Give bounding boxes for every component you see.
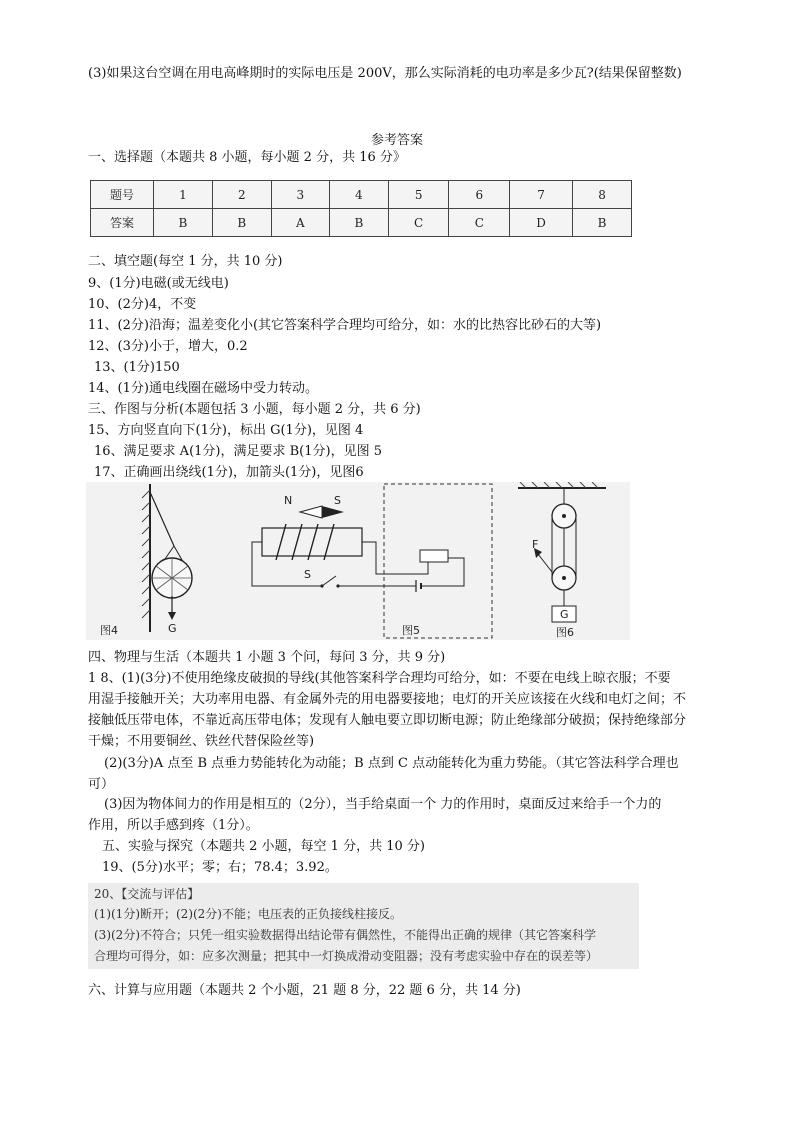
force-f-label: F	[532, 538, 539, 551]
section-6-heading: 六、计算与应用题（本题共 2 个小题，21 题 8 分，22 题 6 分，共 14 分)	[88, 983, 521, 998]
answer-item: 14、(1分)通电线圈在磁场中受力转动。	[88, 381, 318, 396]
compass-n-label: N	[284, 494, 293, 507]
table-cell: 8	[573, 181, 632, 209]
paragraph-line: 1 8、(1)(3分)不使用绝缘皮破损的导线(其他答案科学合理均可给分，如：不要在电线上晾衣服；不要	[88, 671, 671, 686]
table-cell: 答案	[91, 209, 154, 237]
weight-g-label: G	[560, 608, 569, 621]
table-cell: C	[449, 209, 510, 237]
scan-line: (1)(1分)断开；(2)(2分)不能；电压表的正负接线柱接反。	[94, 907, 402, 921]
scan-line: 合理均可得分，如：应多次测量；把其中一灯换成滑动变阻器；没有考虑实验中存在的误差等）	[94, 949, 599, 963]
table-cell: B	[329, 209, 388, 237]
paragraph-line: 可）	[88, 777, 115, 792]
figures-panel	[86, 482, 630, 640]
figures-svg	[86, 482, 630, 640]
answer-item: 9、(1分)电磁(或无线电)	[88, 276, 229, 291]
fig4-g-label: G	[168, 622, 177, 635]
table-cell: C	[388, 209, 449, 237]
table-cell: D	[510, 209, 573, 237]
scan-line: 20、【交流与评估】	[94, 887, 200, 901]
answer-table	[90, 180, 632, 237]
answer-item: 12、(3分)小于，增大，0.2	[88, 339, 248, 354]
table-cell: 7	[510, 181, 573, 209]
answer-item: 16、满足要求 A(1分)，满足要求 B(1分)，见图 5	[94, 444, 382, 459]
table-row	[91, 181, 632, 209]
answer-item: 17、正确画出绕线(1分)，加箭头(1分)，见图6	[94, 465, 364, 480]
table-cell: 2	[212, 181, 271, 209]
table-cell: 题号	[91, 181, 154, 209]
answer-item: 15、方向竖直向下(1分)，标出 G(1分)，见图 4	[88, 423, 364, 438]
answer-item: 19、(5分)水平；零；右；78.4；3.92。	[102, 860, 338, 875]
paragraph-line: 用湿手接触开关；大功率用电器、有金属外壳的用电器要接地；电灯的开关应该接在火线和电灯之间；不	[88, 692, 687, 707]
scanned-answer-block	[88, 883, 639, 969]
switch-s-label: S	[304, 568, 311, 581]
paragraph-line: (3)因为物体间力的作用是相互的（2分），当手给桌面一个 力的作用时，桌面反过来给手一个力的	[104, 797, 662, 812]
compass-s-label: S	[334, 494, 341, 507]
question-3-text: (3)如果这台空调在用电高峰期时的实际电压是 200V，那么实际消耗的电功率是多少瓦?(结果保留整数)	[88, 66, 682, 81]
fig6-caption: 图6	[556, 626, 574, 639]
answer-item: 11、(2分)沿海；温差变化小(其它答案科学合理均可给分，如：水的比热容比砂石的大等)	[88, 318, 602, 333]
table-cell: A	[271, 209, 329, 237]
paragraph-line: 干燥；不用要铜丝、铁丝代替保险丝等)	[88, 734, 315, 749]
section-1-heading: 一、选择题（本题共 8 小题，每小题 2 分，共 16 分》	[88, 150, 406, 165]
answer-item: 13、(1分)150	[94, 360, 180, 375]
table-cell: B	[212, 209, 271, 237]
paragraph-line: (2)(3分)A 点至 B 点垂力势能转化为动能；B 点到 C 点动能转化为重力势能。（其它答法科学合理也	[104, 756, 679, 771]
table-cell: 3	[271, 181, 329, 209]
section-5-heading: 五、实验与探究（本题共 2 小题，每空 1 分，共 10 分)	[102, 839, 425, 854]
fig5-caption: 图5	[402, 624, 420, 637]
section-2-heading: 二、填空题(每空 1 分，共 10 分)	[88, 254, 283, 269]
answer-item: 10、(2分)4，不变	[88, 297, 197, 312]
table-cell: 1	[154, 181, 213, 209]
table-cell: 4	[329, 181, 388, 209]
fig4-caption: 图4	[100, 624, 118, 637]
figure-6	[518, 482, 606, 639]
figure-4	[100, 484, 192, 637]
table-cell: B	[154, 209, 213, 237]
table-cell: B	[573, 209, 632, 237]
section-4-heading: 四、物理与生活（本题共 1 小题 3 个问，每问 3 分，共 9 分)	[88, 650, 446, 665]
page-title: 参考答案	[370, 133, 423, 148]
section-3-heading: 三、作图与分析(本题包括 3 小题，每小题 2 分，共 6 分)	[88, 402, 421, 417]
paragraph-line: 接触低压带电体，不靠近高压带电体；发现有人触电要立即切断电源；防止绝缘部分破损；保持绝缘部分	[88, 713, 687, 728]
scan-line: (3)(2分)不符合；只凭一组实验数据得出结论带有偶然性，不能得出正确的规律（其它答案科学	[94, 928, 596, 942]
table-cell: 5	[388, 181, 449, 209]
figure-5	[252, 484, 492, 638]
table-cell: 6	[449, 181, 510, 209]
paragraph-line: 作用，所以手感到疼（1分）。	[88, 818, 259, 833]
table-row	[91, 209, 632, 237]
